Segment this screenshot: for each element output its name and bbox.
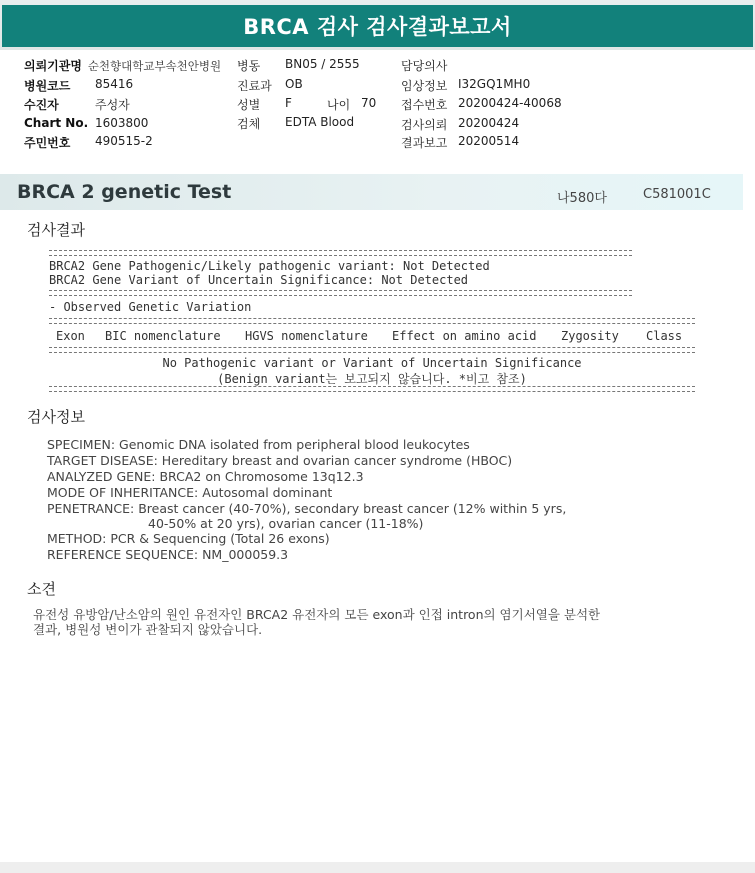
- ward-value: BN05 / 2555: [285, 57, 360, 71]
- department-label: 진료과: [237, 79, 272, 93]
- specimen-info: SPECIMEN: Genomic DNA isolated from peripheral blood leukocytes: [47, 437, 470, 452]
- resident-no-value: 490515-2: [95, 134, 153, 148]
- sex-value: F: [285, 96, 292, 110]
- header-row-chart: Chart No.: [24, 116, 89, 130]
- age-label: 나이: [327, 98, 351, 112]
- receipt-no-label: 접수번호: [401, 98, 448, 112]
- vus-result: BRCA2 Gene Variant of Uncertain Significance: Not Detected: [49, 273, 469, 287]
- reference-sequence-info: REFERENCE SEQUENCE: NM_000059.3: [47, 547, 289, 562]
- target-disease-info: TARGET DISEASE: Hereditary breast and ovarian cancer syndrome (HBOC): [47, 453, 513, 468]
- divider: [49, 347, 695, 353]
- observed-variation-label: - Observed Genetic Variation: [49, 300, 252, 314]
- benign-note: (Benign variant는 보고되지 않습니다. *비고 참조): [217, 372, 527, 386]
- report-title: BRCA 검사 검사결과보고서: [2, 5, 753, 47]
- col-class: Class: [646, 329, 683, 343]
- col-exon: Exon: [56, 329, 85, 343]
- request-date-value: 20200424: [458, 116, 520, 130]
- report-date-value: 20200514: [458, 134, 520, 148]
- col-effect: Effect on amino acid: [392, 329, 537, 343]
- header-row-hospital-code: 병원코드: [24, 79, 71, 93]
- chart-no-value: 1603800: [95, 116, 149, 130]
- opinion-line-1: 유전성 유방암/난소암의 원인 유전자인 BRCA2 유전자의 모든 exon과 인접 intron의 염기서열을 분석한: [33, 607, 601, 622]
- header-row-id: 주민번호: [24, 136, 71, 150]
- age-value: 70: [361, 96, 377, 110]
- report-date-label: 결과보고: [401, 136, 448, 150]
- physician-label: 담당의사: [401, 59, 448, 73]
- specimen-value: EDTA Blood: [285, 115, 355, 129]
- analyzed-gene-info: ANALYZED GENE: BRCA2 on Chromosome 13q12.3: [47, 469, 364, 484]
- test-title: BRCA 2 genetic Test: [17, 181, 232, 203]
- clinical-info-label: 임상정보: [401, 79, 448, 93]
- ward-label: 병동: [237, 59, 261, 73]
- specimen-label: 검체: [237, 117, 261, 131]
- col-zygosity: Zygosity: [561, 329, 619, 343]
- result-heading: 검사결과: [27, 221, 85, 239]
- department-value: OB: [285, 77, 303, 91]
- info-heading: 검사정보: [27, 408, 85, 426]
- inheritance-info: MODE OF INHERITANCE: Autosomal dominant: [47, 485, 333, 500]
- divider: [49, 386, 695, 392]
- patient-name-value: 주성자: [95, 98, 130, 112]
- request-date-label: 검사의뢰: [401, 118, 448, 132]
- test-code: C581001C: [643, 187, 711, 202]
- clinical-info-value: I32GQ1MH0: [458, 77, 531, 91]
- hospital-code-value: 85416: [95, 77, 134, 91]
- col-bic: BIC nomenclature: [105, 329, 221, 343]
- opinion-line-2: 결과, 병원성 변이가 관찰되지 않았습니다.: [33, 622, 263, 637]
- penetrance-info-continued: 40-50% at 20 yrs), ovarian cancer (11-18%): [148, 516, 424, 531]
- divider: [49, 250, 632, 256]
- penetrance-info: PENETRANCE: Breast cancer (40-70%), secondary breast cancer (12% within 5 yrs,: [47, 501, 567, 516]
- no-variant-text: No Pathogenic variant or Variant of Uncertain Significance: [162, 356, 582, 370]
- opinion-heading: 소견: [27, 580, 56, 598]
- header-row-patient: 수진자: [24, 98, 59, 112]
- col-hgvs: HGVS nomenclature: [245, 329, 368, 343]
- header-row-institution: 의뢰기관명 순천향대학교부속천안병원: [24, 59, 222, 73]
- divider: [49, 290, 632, 296]
- test-code-korean: 나580다: [557, 191, 607, 206]
- receipt-no-value: 20200424-40068: [458, 96, 562, 110]
- page-footer-strip: [0, 862, 755, 873]
- divider: [49, 318, 695, 324]
- sex-label: 성별: [237, 98, 261, 112]
- pathogenic-result: BRCA2 Gene Pathogenic/Likely pathogenic variant: Not Detected: [49, 259, 490, 273]
- method-info: METHOD: PCR & Sequencing (Total 26 exons): [47, 531, 330, 546]
